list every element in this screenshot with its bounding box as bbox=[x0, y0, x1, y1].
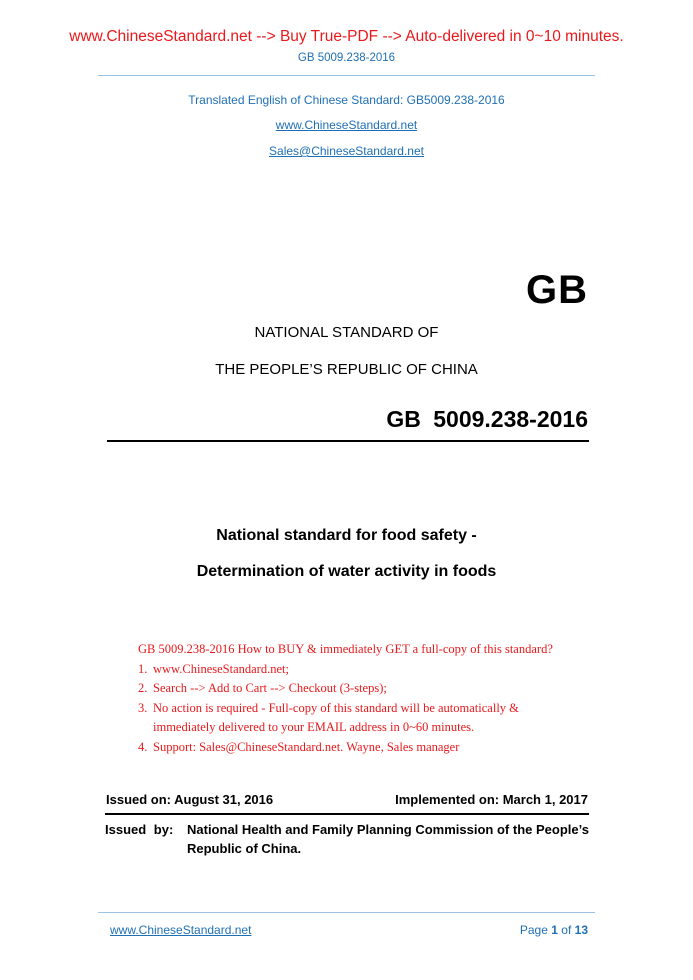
step-text: No action is required - Full-copy of this standard will be automatically & immediately delivered to your EMAIL address in 0~60 minutes. bbox=[153, 700, 519, 734]
step-number: 4. bbox=[138, 739, 148, 754]
issued-by-label: Issued by: bbox=[105, 822, 174, 837]
issuing-authority: National Health and Family Planning Commission of the People’s Republic of China. bbox=[187, 822, 589, 856]
national-standard-line2: THE PEOPLE’S REPUBLIC OF CHINA bbox=[215, 361, 478, 378]
purchase-step bbox=[138, 660, 558, 680]
purchase-step bbox=[138, 699, 558, 738]
footer-divider bbox=[98, 912, 595, 913]
step-number: 3. bbox=[138, 700, 148, 715]
purchase-step bbox=[138, 738, 558, 758]
purchase-step bbox=[138, 679, 558, 699]
step-number: 2. bbox=[138, 681, 148, 695]
document-title-line1: National standard for food safety - bbox=[216, 527, 477, 544]
sales-email-link[interactable]: Sales@ChineseStandard.net bbox=[269, 144, 424, 158]
standard-number-rule bbox=[107, 440, 589, 442]
page-prefix: Page bbox=[519, 923, 548, 937]
purchase-instructions bbox=[138, 640, 558, 757]
translation-note: Translated English of Chinese Standard: GB5009.238-2016 bbox=[188, 93, 505, 107]
document-title-line2: Determination of water activity in foods bbox=[196, 563, 497, 580]
issue-date-rule bbox=[105, 813, 589, 815]
website-link[interactable]: www.ChineseStandard.net bbox=[275, 118, 418, 132]
gb-mark: GB bbox=[526, 268, 588, 312]
footer-website-link[interactable]: www.ChineseStandard.net bbox=[110, 923, 252, 937]
top-banner: www.ChineseStandard.net --> Buy True-PDF --> Auto-delivered in 0~10 minutes. bbox=[69, 28, 624, 45]
implemented-on-date: Implemented on: March 1, 2017 bbox=[395, 792, 588, 807]
site-link-wrapper bbox=[0, 116, 693, 134]
step-number: 1. bbox=[138, 661, 148, 676]
step-text: Search --> Add to Cart --> Checkout (3-steps); bbox=[153, 681, 387, 695]
step-text: Support: Sales@ChineseStandard.net. Wayne, Sales manager bbox=[153, 739, 460, 754]
standard-number: GB 5009.238-2016 bbox=[386, 406, 588, 432]
issued-on-date: Issued on: August 31, 2016 bbox=[106, 792, 274, 807]
purchase-heading: GB 5009.238-2016 How to BUY & immediately GET a full-copy of this standard? bbox=[138, 642, 553, 656]
step-text: www.ChineseStandard.net; bbox=[153, 661, 289, 676]
page-of: of bbox=[561, 923, 572, 937]
page-total: 13 bbox=[574, 923, 588, 937]
email-link-wrapper bbox=[0, 142, 693, 160]
national-standard-line1: NATIONAL STANDARD OF bbox=[254, 324, 439, 341]
page-indicator bbox=[520, 923, 588, 937]
page-current: 1 bbox=[551, 923, 558, 937]
header-standard-code: GB 5009.238-2016 bbox=[297, 52, 396, 64]
header-divider bbox=[98, 75, 595, 76]
issued-by bbox=[105, 820, 589, 858]
